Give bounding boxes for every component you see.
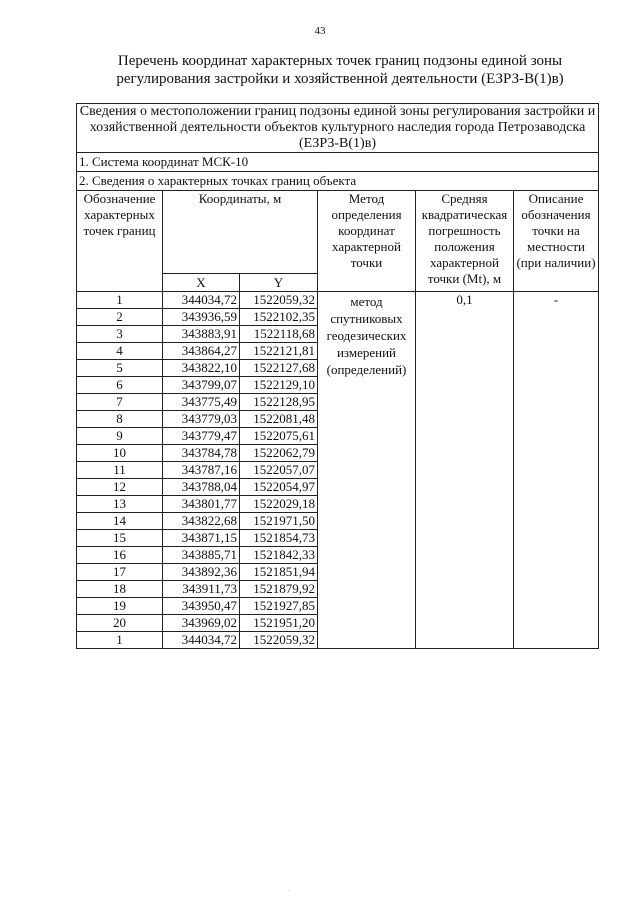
title-line-1: Перечень координат характерных точек границ подзоны единой зоны — [117, 53, 563, 69]
point-number: 10 — [77, 445, 163, 462]
method-value: метод спутниковых геодезических измерений (определений) — [318, 292, 416, 649]
coord-y: 1522081,48 — [240, 411, 318, 428]
header-description: Описание обозначения точки на местности (при наличии) — [514, 191, 599, 292]
point-number: 5 — [77, 360, 163, 377]
coord-y: 1521879,92 — [240, 581, 318, 598]
coord-x: 343779,03 — [163, 411, 240, 428]
coord-x: 343822,68 — [163, 513, 240, 530]
table-caption-row — [77, 104, 599, 153]
header-x: X — [163, 274, 240, 292]
point-number: 1 — [77, 632, 163, 649]
coord-x: 343799,07 — [163, 377, 240, 394]
section-2-row — [77, 172, 599, 191]
coord-y: 1522057,07 — [240, 462, 318, 479]
point-number: 13 — [77, 496, 163, 513]
coord-x: 343883,91 — [163, 326, 240, 343]
coord-y: 1521851,94 — [240, 564, 318, 581]
coord-x: 343969,02 — [163, 615, 240, 632]
coord-y: 1522029,18 — [240, 496, 318, 513]
coord-x: 343936,59 — [163, 309, 240, 326]
coord-y: 1522059,32 — [240, 632, 318, 649]
coord-x: 343784,78 — [163, 445, 240, 462]
coord-x: 343787,16 — [163, 462, 240, 479]
document-title — [80, 52, 600, 88]
coord-x: 343801,77 — [163, 496, 240, 513]
coord-x: 343871,15 — [163, 530, 240, 547]
table-row — [77, 292, 599, 309]
point-number: 4 — [77, 343, 163, 360]
point-number: 15 — [77, 530, 163, 547]
point-number: 14 — [77, 513, 163, 530]
coord-x: 343822,10 — [163, 360, 240, 377]
coord-y: 1522129,10 — [240, 377, 318, 394]
section-1-label: 1. Система координат МСК-10 — [77, 153, 599, 172]
coord-x: 343775,49 — [163, 394, 240, 411]
coordinates-table — [76, 103, 599, 649]
table-caption: Сведения о местоположении границ подзоны единой зоны регулирования застройки и хозяйственной деятельности объектов культурного наследия города Петрозаводска (ЕЗРЗ-В(1)в) — [77, 104, 599, 153]
point-number: 18 — [77, 581, 163, 598]
coord-y: 1522121,81 — [240, 343, 318, 360]
point-number: 6 — [77, 377, 163, 394]
header-coords: Координаты, м — [163, 191, 318, 274]
title-line-2: регулирования застройки и хозяйственной деятельности (ЕЗРЗ-В(1)в) — [116, 71, 564, 87]
coord-y: 1522054,97 — [240, 479, 318, 496]
scan-mark: · — [288, 888, 290, 894]
coord-y: 1522059,32 — [240, 292, 318, 309]
section-1-row — [77, 153, 599, 172]
point-number: 1 — [77, 292, 163, 309]
coord-y: 1522128,95 — [240, 394, 318, 411]
point-number: 3 — [77, 326, 163, 343]
description-value: - — [514, 292, 599, 649]
coord-y: 1521971,50 — [240, 513, 318, 530]
point-number: 12 — [77, 479, 163, 496]
point-number: 20 — [77, 615, 163, 632]
point-number: 8 — [77, 411, 163, 428]
header-error: Средняя квадратическая погрешность положения характерной точки (Mt), м — [416, 191, 514, 292]
coord-x: 343892,36 — [163, 564, 240, 581]
coord-y: 1521854,73 — [240, 530, 318, 547]
coord-y: 1521927,85 — [240, 598, 318, 615]
coord-x: 343911,73 — [163, 581, 240, 598]
section-2-label: 2. Сведения о характерных точках границ объекта — [77, 172, 599, 191]
coord-y: 1522127,68 — [240, 360, 318, 377]
coord-x: 343864,27 — [163, 343, 240, 360]
point-number: 11 — [77, 462, 163, 479]
header-point: Обозначение характерных точек границ — [77, 191, 163, 292]
coord-y: 1521842,33 — [240, 547, 318, 564]
point-number: 17 — [77, 564, 163, 581]
point-number: 2 — [77, 309, 163, 326]
coord-x: 343788,04 — [163, 479, 240, 496]
header-method: Метод определения координат характерной точки — [318, 191, 416, 292]
coord-y: 1522075,61 — [240, 428, 318, 445]
coord-x: 343950,47 — [163, 598, 240, 615]
coord-x: 343779,47 — [163, 428, 240, 445]
coord-y: 1522062,79 — [240, 445, 318, 462]
page-number: 43 — [314, 25, 326, 37]
header-y: Y — [240, 274, 318, 292]
coord-y: 1522102,35 — [240, 309, 318, 326]
point-number: 19 — [77, 598, 163, 615]
header-row — [77, 191, 599, 274]
point-number: 9 — [77, 428, 163, 445]
point-number: 16 — [77, 547, 163, 564]
coord-x: 344034,72 — [163, 632, 240, 649]
coord-x: 344034,72 — [163, 292, 240, 309]
error-value: 0,1 — [416, 292, 514, 649]
coord-y: 1521951,20 — [240, 615, 318, 632]
point-number: 7 — [77, 394, 163, 411]
coord-y: 1522118,68 — [240, 326, 318, 343]
coord-x: 343885,71 — [163, 547, 240, 564]
